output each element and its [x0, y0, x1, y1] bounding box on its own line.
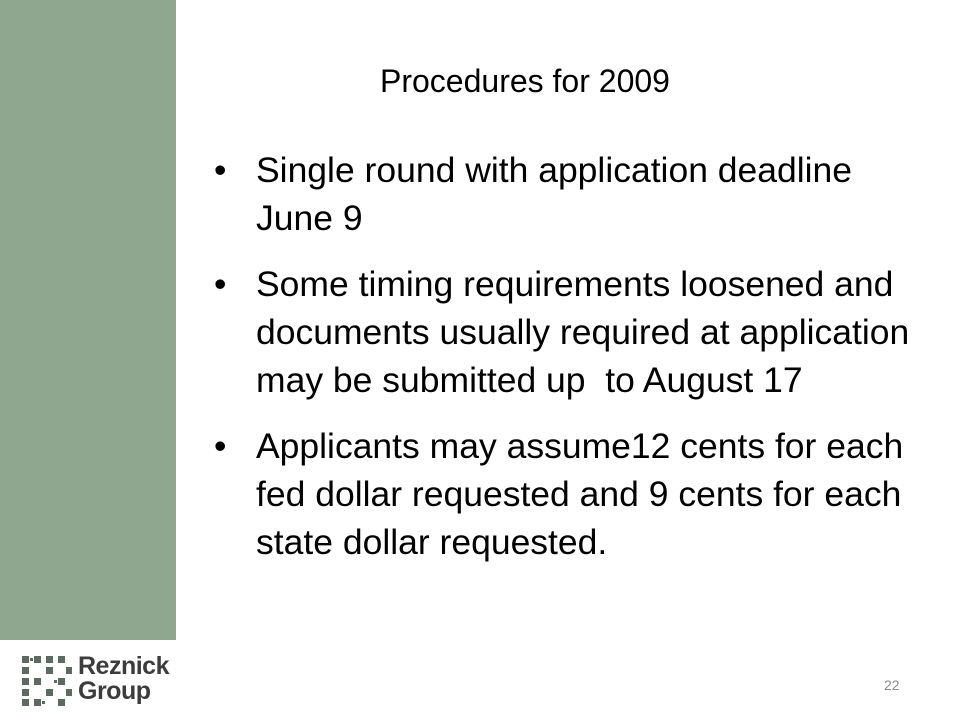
bullet-list	[214, 146, 920, 584]
bullet-dot-icon: •	[214, 150, 227, 190]
bullet-item	[214, 260, 920, 404]
logo-line-2: Group	[78, 677, 151, 705]
logo-line-1: Reznick	[78, 652, 169, 680]
sidebar-band	[0, 0, 176, 640]
slide-title: Procedures for 2009	[380, 63, 670, 99]
bullet-item	[214, 146, 914, 242]
bullet-dot-icon: •	[214, 426, 227, 466]
reznick-group-logo	[18, 652, 178, 710]
logo-wordmark	[78, 654, 169, 704]
logo-mark-icon	[18, 652, 74, 708]
bullet-text: Single round with application deadline June 9	[256, 150, 862, 238]
bullet-dot-icon: •	[214, 264, 227, 304]
page-number: 22	[884, 677, 900, 693]
bullet-text: Applicants may assume12 cents for each fed dollar requested and 9 cents for each state dollar requested.	[256, 426, 914, 562]
bullet-text: Some timing requirements loosened and documents usually required at application may be submitted up to August 17	[256, 264, 920, 400]
bullet-item	[214, 422, 914, 566]
